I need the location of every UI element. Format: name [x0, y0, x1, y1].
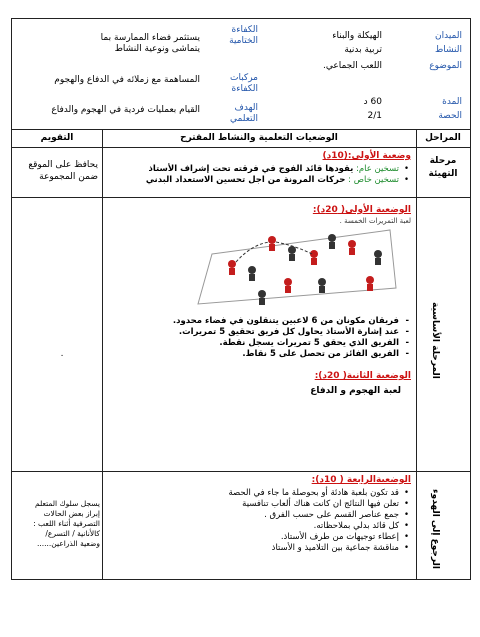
- list-item: • كل قائد بدلي بملاحظاته.: [107, 521, 399, 532]
- list-item: • تعلن فيها النتائج ان كانت هناك ألعاب تنافسية: [107, 499, 399, 510]
- list-item: • جمع عناصر القسم على حسب الفرق .: [107, 510, 399, 521]
- warmup-eval: يحافظ على الموقع ضمن المجموعة: [28, 160, 98, 182]
- field-diagram: [192, 224, 402, 310]
- header-block: [12, 19, 470, 130]
- cooldown-title: الوضعيةالرابعة ( 10د):: [311, 475, 411, 485]
- situation2-title: الوضعية الثانية( 20د):: [314, 371, 411, 381]
- situation2-text: لعبة الهجوم و الدفاع: [310, 386, 401, 396]
- situation2-section: [107, 371, 411, 397]
- list-item: • تسخين خاص : حركات المرونة من اجل تحسين الاستعداد البدني: [107, 175, 399, 186]
- list-item: • إعطاء توجيهات من طرف الأستاذ.: [107, 532, 399, 543]
- label-session: الحصة: [438, 111, 462, 121]
- list-item: - الفريق الذي يحقق 5 تمريرات يسجل نقطة.: [107, 338, 399, 349]
- cooldown-eval: [16, 499, 100, 549]
- list-item: • قد تكون بلعبة هادئة أو بحوصلة ما جاء في الحصة: [107, 488, 399, 499]
- stage-main: المرحلة الأساسية: [430, 302, 440, 379]
- situation1-subtitle: لعبة التمريرات الخمسة .: [339, 217, 411, 225]
- value-session: 2/1: [367, 111, 382, 121]
- player-red-icon: [268, 236, 276, 251]
- label-competence-components: مركبات الكفاءة: [229, 73, 258, 94]
- stage-warmup: مرحلة التهيئة: [428, 156, 458, 179]
- label-final-competence: الكفاءة الختامية: [229, 25, 258, 46]
- divider: [12, 197, 470, 198]
- value-final-competence: يستثمر فضاء الممارسة بما يتماشى ونوعية النشاط: [100, 33, 200, 54]
- list-item: • مناقشة جماعية بين التلاميذ و الأستاذ: [107, 543, 399, 554]
- value-activity: تربية بدنية: [344, 45, 382, 55]
- value-learning-goal: القيام بعمليات فردية في الهجوم والدفاع: [51, 105, 200, 115]
- list-item: - عند إشارة الأستاذ يحاول كل فريق تحقيق 5 تمريرات.: [107, 327, 399, 338]
- cooldown-section: [107, 475, 411, 554]
- divider: [12, 471, 470, 472]
- eval-line: التصرفية أثناء اللعب :: [33, 519, 100, 528]
- eval-line: كالأنانية / التسرع/: [45, 529, 100, 538]
- label-topic: الموضوع: [429, 61, 462, 71]
- situation1-title: الوضعية الأولى( 20د):: [312, 205, 411, 215]
- value-field: الهيكلة والبناء: [332, 31, 382, 41]
- eval-line: إبراز بعض الحالات: [43, 509, 100, 518]
- situation1-rules: [107, 314, 411, 360]
- col-header-activities: الوضعيات التعلمية والنشاط المقترح: [180, 133, 338, 143]
- eval-line: يسجل سلوك المتعلم: [35, 499, 100, 508]
- list-item: • تسخين عام: يقودها قائد الفوج في فرقته تحت إشراف الأستاذ: [107, 164, 399, 175]
- lesson-sheet: [11, 18, 471, 580]
- divider: [12, 147, 470, 148]
- main-eval: .: [60, 349, 64, 359]
- stage-cooldown: الرجوع إلى الهدوء: [430, 489, 440, 569]
- label-duration: المدة: [442, 97, 462, 107]
- label-learning-goal: الهدف التعلمي: [230, 103, 258, 124]
- col-header-stage: المراحل: [425, 133, 461, 143]
- value-duration: 60 د: [363, 97, 382, 107]
- list-item: - فريقان مكونان من 6 لاعبين يتنقلون في فضاء محدود.: [107, 316, 399, 327]
- warmup-section: [107, 151, 411, 186]
- col-header-eval: التقويم: [40, 133, 74, 143]
- eval-line: وضعية الذراعين......: [36, 539, 100, 548]
- warmup-title: وضعية الأولى:(10د): [322, 151, 411, 161]
- value-competence-components: المساهمة مع زملائه في الدفاع والهجوم: [54, 75, 200, 85]
- list-item: - الفريق الفائز من تحصل على 5 نقاط.: [107, 349, 399, 360]
- label-activity: النشاط: [434, 45, 462, 55]
- label-field: الميدان: [435, 31, 462, 41]
- value-topic: اللعب الجماعي.: [323, 61, 382, 71]
